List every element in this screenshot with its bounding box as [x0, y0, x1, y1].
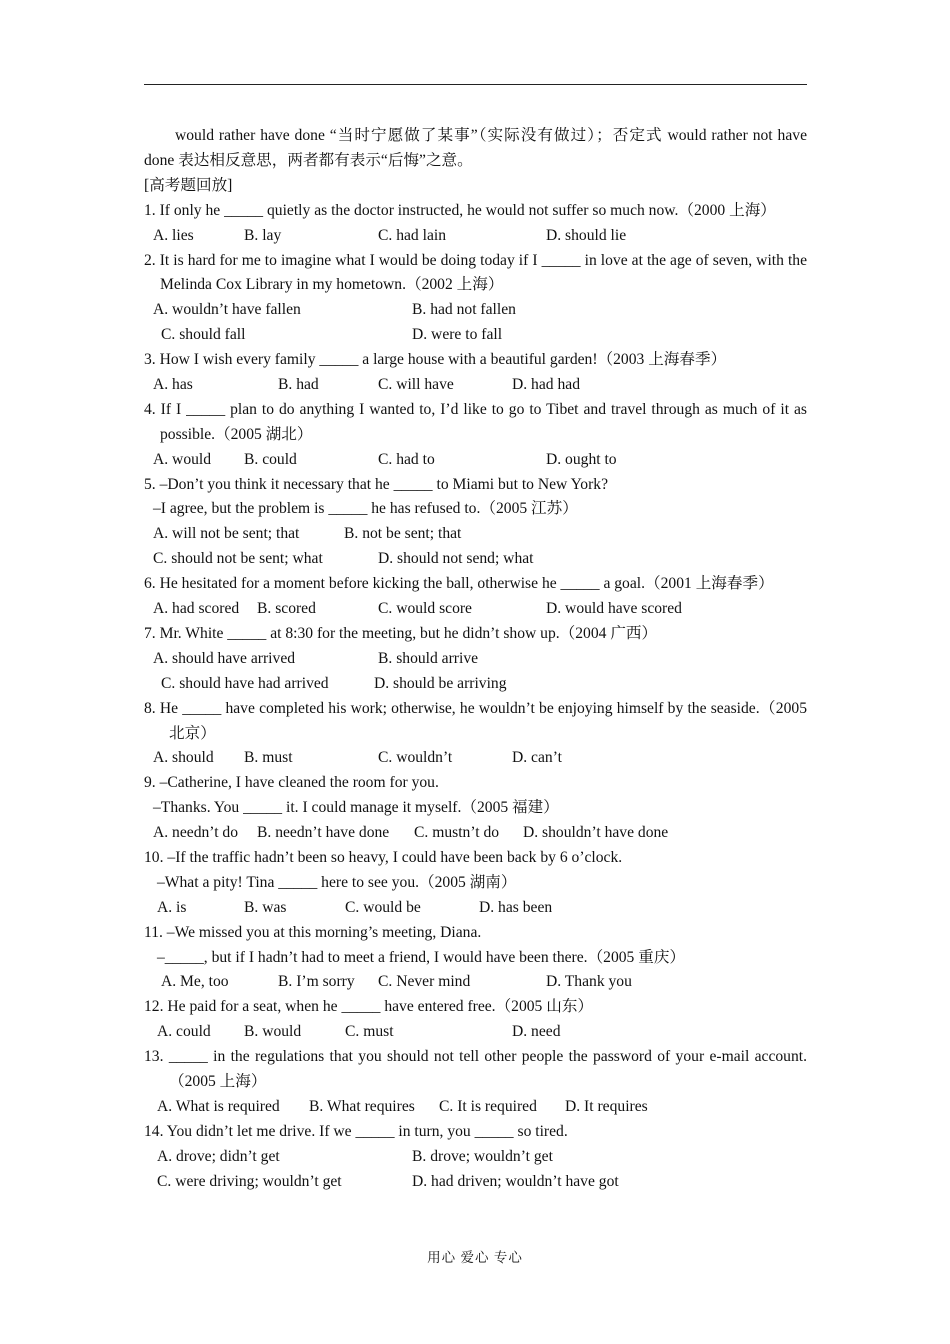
option-d: D. Thank you — [546, 973, 632, 991]
question-3-stem: 3. How I wish every family _____ a large house with a beautiful garden!（2003 上海春季） — [144, 351, 727, 369]
question-4-options — [144, 448, 807, 473]
option-d: D. would have scored — [546, 600, 682, 618]
option-b: B. I’m sorry — [278, 973, 355, 991]
option-a: A. drove; didn’t get — [157, 1147, 280, 1165]
option-b: B. needn’t have done — [257, 824, 390, 842]
option-c: C. It is required — [439, 1097, 537, 1115]
option-a: A. lies — [153, 226, 194, 244]
option-c: C. should not be sent; what — [153, 550, 323, 568]
question-9-options — [144, 821, 807, 846]
question-3-options — [144, 373, 807, 398]
option-b: B. should arrive — [378, 649, 479, 667]
question-7-stem: 7. Mr. White _____ at 8:30 for the meeting, but he didn’t show up.（2004 广西） — [144, 624, 658, 642]
option-b: B. not be sent; that — [344, 525, 462, 543]
option-d: D. need — [512, 1023, 561, 1041]
option-a: A. What is required — [157, 1097, 280, 1115]
option-b: B. What requires — [309, 1097, 415, 1115]
option-b: B. was — [244, 898, 287, 916]
option-a: A. is — [157, 898, 187, 916]
option-c: C. should fall — [161, 326, 246, 344]
question-10-options — [144, 896, 807, 921]
question-12-options — [144, 1020, 807, 1045]
option-d: D. were to fall — [412, 326, 503, 344]
option-c: C. would be — [345, 898, 421, 916]
option-d: D. should not send; what — [378, 550, 534, 568]
option-a: A. should have arrived — [153, 649, 296, 667]
header-rule — [144, 84, 807, 85]
question-4-stem: 4. If I _____ plan to do anything I wanted to, I’d like to go to Tibet and travel through as much of it as possible.（2005 湖北） — [144, 400, 807, 443]
question-1-stem: 1. If only he _____ quietly as the doctor instructed, he would not suffer so much now.（2000 上海） — [144, 201, 776, 219]
option-c: C. had to — [378, 450, 435, 468]
option-a: A. needn’t do — [153, 824, 239, 842]
option-c: C. mustn’t do — [414, 824, 500, 842]
option-d: D. shouldn’t have done — [523, 824, 669, 842]
option-b: B. could — [244, 450, 297, 468]
intro-paragraph: would rather have done “当时宁愿做了某事”（实际没有做过）；否定式 would rather not have done 表达相反意思，两者都有表示“后悔”之意。 — [144, 127, 807, 169]
option-b: B. must — [244, 749, 293, 767]
question-2-stem: 2. It is hard for me to imagine what I would be doing today if I _____ in love at the age of seven, with the Melinda Cox Library in my hometown.（2002 上海） — [144, 251, 807, 294]
option-a: A. Me, too — [161, 973, 229, 991]
option-b: B. scored — [257, 600, 316, 618]
question-8-stem: 8. He _____ have completed his work; otherwise, he wouldn’t be enjoying himself by the seaside.（2005 北京） — [144, 699, 807, 742]
question-5-stem: 5. –Don’t you think it necessary that he _____ to Miami but to New York? — [144, 475, 609, 493]
question-6-options — [144, 597, 807, 622]
question-10-stem: 10. –If the traffic hadn’t been so heavy, I could have been back by 6 o’clock. — [144, 848, 623, 866]
question-5-reply: –I agree, but the problem is _____ he has refused to.（2005 江苏） — [153, 500, 578, 518]
question-8-options — [144, 746, 807, 771]
option-d: D. had driven; wouldn’t have got — [412, 1172, 619, 1190]
question-11-reply: –_____, but if I hadn’t had to meet a friend, I would have been there.（2005 重庆） — [157, 948, 686, 966]
question-14-options-row1 — [144, 1145, 807, 1170]
question-1-options — [144, 224, 807, 249]
section-heading: [高考题回放] — [144, 176, 233, 194]
page-footer: 用心 爱心 专心 — [427, 1250, 523, 1265]
option-a: A. could — [157, 1023, 211, 1041]
question-11-options — [144, 970, 807, 995]
option-a: A. should — [153, 749, 214, 767]
option-d: D. can’t — [512, 749, 562, 767]
question-13-options — [144, 1095, 807, 1120]
option-b: B. would — [244, 1023, 302, 1041]
option-c: C. will have — [378, 375, 454, 393]
question-10-reply: –What a pity! Tina _____ here to see you.（2005 湖南） — [157, 873, 517, 891]
option-a: A. wouldn’t have fallen — [153, 301, 301, 319]
document-body — [144, 124, 807, 1194]
question-9-reply: –Thanks. You _____ it. I could manage it myself.（2005 福建） — [153, 799, 559, 817]
question-14-options-row2 — [144, 1170, 807, 1195]
option-c: C. should have had arrived — [161, 674, 329, 692]
option-d: D. It requires — [565, 1097, 648, 1115]
option-c: C. wouldn’t — [378, 749, 453, 767]
question-2-options-row1 — [144, 298, 807, 323]
option-b: B. lay — [244, 226, 282, 244]
option-b: B. had — [278, 375, 319, 393]
option-a: A. had scored — [153, 600, 240, 618]
option-d: D. should lie — [546, 226, 627, 244]
question-6-stem: 6. He hesitated for a moment before kicking the ball, otherwise he _____ a goal.（2001 上海春季） — [144, 575, 774, 593]
question-12-stem: 12. He paid for a seat, when he _____ have entered free.（2005 山东） — [144, 998, 594, 1016]
option-d: D. ought to — [546, 450, 617, 468]
option-d: D. should be arriving — [374, 674, 507, 692]
option-c: C. Never mind — [378, 973, 471, 991]
option-b: B. had not fallen — [412, 301, 516, 319]
question-5-options-row1 — [144, 522, 807, 547]
option-c: C. had lain — [378, 226, 446, 244]
question-7-options-row1 — [144, 647, 807, 672]
option-a: A. has — [153, 375, 193, 393]
option-b: B. drove; wouldn’t get — [412, 1147, 553, 1165]
option-d: D. had had — [512, 375, 580, 393]
option-c: C. were driving; wouldn’t get — [157, 1172, 342, 1190]
question-14-stem: 14. You didn’t let me drive. If we _____ in turn, you _____ so tired. — [144, 1122, 568, 1140]
option-d: D. has been — [479, 898, 553, 916]
question-11-stem: 11. –We missed you at this morning’s meeting, Diana. — [144, 923, 482, 941]
option-c: C. would score — [378, 600, 472, 618]
option-a: A. will not be sent; that — [153, 525, 300, 543]
option-a: A. would — [153, 450, 212, 468]
question-13-stem: 13. _____ in the regulations that you should not tell other people the password of your e-mail account.（2005 上海） — [144, 1048, 807, 1090]
question-2-options-row2 — [144, 323, 807, 348]
question-9-stem: 9. –Catherine, I have cleaned the room for you. — [144, 774, 439, 792]
question-7-options-row2 — [144, 672, 807, 697]
question-5-options-row2 — [144, 547, 807, 572]
option-c: C. must — [345, 1023, 394, 1041]
